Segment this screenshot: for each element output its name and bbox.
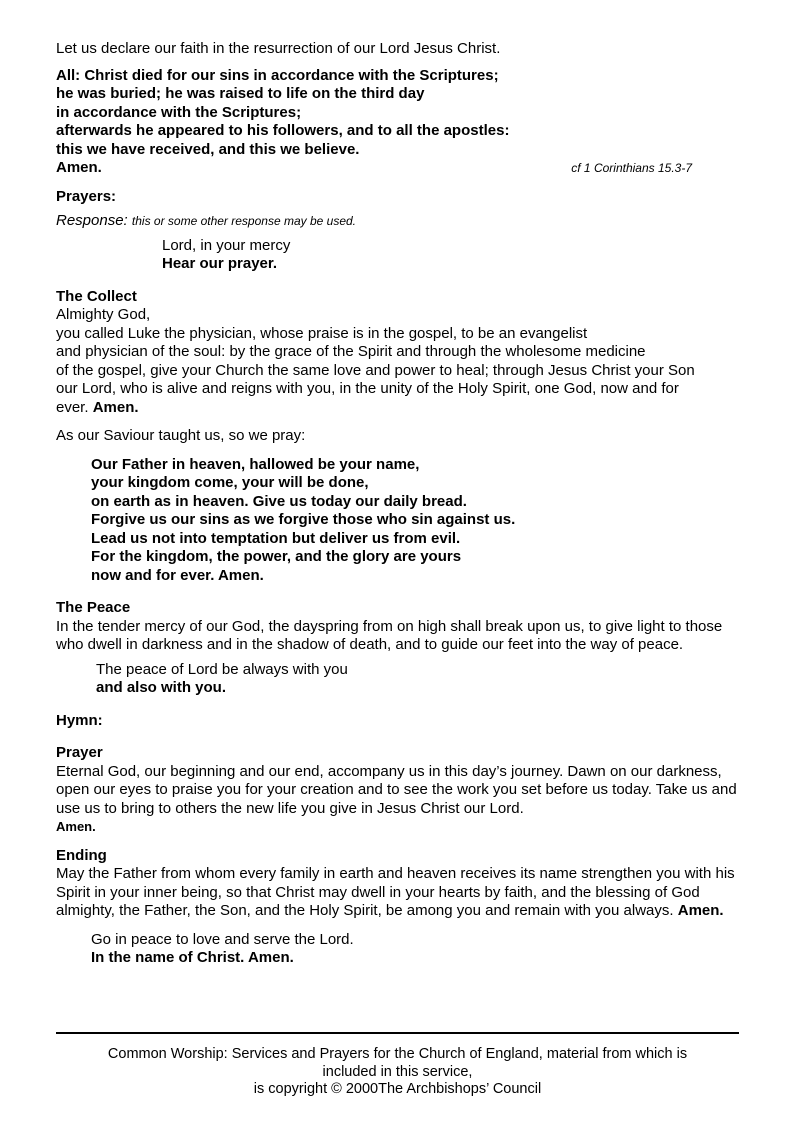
peace-reply: and also with you. [96,679,227,696]
prayers-call: Lord, in your mercy [162,236,291,254]
lords-prayer-line: Our Father in heaven, hallowed be your name, [91,455,420,473]
ending-heading: Ending [56,846,107,864]
prayers-reply: Hear our prayer. [162,255,278,272]
collect-amen: Amen. [92,398,139,416]
lords-prayer-line: Lead us not into temptation but deliver us from evil. [91,529,461,547]
creed-amen: Amen. [56,159,102,176]
ending-text-body: May the Father from whom every family in earth and heaven receives its name strengthen you with his Spirit in your inner being, so that Christ may dwell in your hearts by faith, and the blessing of God almighty, the Father, the Son, and the Holy Spirit, be among you and remain with you always. [56,865,735,919]
creed-line: he was buried; he was raised to life on the third day [56,85,425,102]
collect-line: of the gospel, give your Church the same love and power to heal; through Jesus Christ your Son [56,361,695,379]
dismissal-reply: In the name of Christ. Amen. [91,949,294,966]
prayer-heading: Prayer [56,744,103,761]
ending-text [56,865,740,921]
collect-line: our Lord, who is alive and reigns with you, in the unity of the Holy Spirit, one God, now and for [56,380,679,397]
collect-line [56,399,740,418]
collect-last-line: ever. [56,398,89,416]
creed-intro: Let us declare our faith in the resurrection of our Lord Jesus Christ. [56,40,501,57]
response-label: Response: [56,212,128,229]
dismissal [56,931,740,968]
collect-line: Almighty God, [56,306,151,323]
creed-line: All: Christ died for our sins in accordance with the Scriptures; [56,66,499,84]
lords-prayer-line: on earth as in heaven. Give us today our daily bread. [91,492,467,510]
response-note: this or some other response may be used. [131,214,357,228]
collect-heading: The Collect [56,287,137,305]
lords-prayer [56,456,740,586]
collect-text [56,306,740,417]
ending-amen: Amen. [677,902,724,919]
copyright-footer [56,1046,739,1099]
footer-line: is copyright © 2000The Archbishops’ Council [253,1081,542,1097]
prayer-text: Eternal God, our beginning and our end, accompany us in this day’s journey. Dawn on our darkness, open our eyes to praise you for your creation and to see the work you set before us today. Take us and use us to bring to others the new life you give in Jesus Christ our Lord. [56,762,737,817]
lords-prayer-line: now and for ever. Amen. [91,566,264,584]
creed-line: afterwards he appeared to his followers, and to all the apostles: [56,122,510,139]
footer-line: Common Worship: Services and Prayers for the Church of England, material from which is [107,1046,688,1062]
response-line [56,212,740,231]
hymn-heading: Hymn: [56,711,103,729]
footer-divider [56,1032,739,1034]
prayer-amen: Amen. [56,819,96,834]
collect-line: and physician of the soul: by the grace of the Spirit and through the wholesome medicine [56,343,646,360]
creed-citation: cf 1 Corinthians 15.3-7 [571,161,692,175]
peace-response [56,661,740,698]
lords-prayer-intro: As our Saviour taught us, so we pray: [56,427,306,444]
creed-line: this we have received, and this we believe. [56,140,360,158]
service-sheet [56,40,740,968]
footer-line: included in this service, [322,1063,473,1080]
prayers-response [56,237,740,274]
prayers-heading: Prayers: [56,187,117,205]
peace-call: The peace of Lord be always with you [96,660,348,678]
dismissal-call: Go in peace to love and serve the Lord. [91,930,354,948]
peace-heading: The Peace [56,599,131,616]
lords-prayer-line: your kingdom come, your will be done, [91,474,369,491]
creed-block [56,67,740,178]
lords-prayer-line: For the kingdom, the power, and the glory are yours [91,548,462,565]
creed-amen-row [56,159,740,178]
collect-line: you called Luke the physician, whose praise is in the gospel, to be an evangelist [56,324,588,342]
lords-prayer-line: Forgive us our sins as we forgive those who sin against us. [91,511,516,528]
creed-line: in accordance with the Scriptures; [56,103,302,121]
peace-text: In the tender mercy of our God, the dayspring from on high shall break upon us, to give light to those who dwell in darkness and in the shadow of death, and to guide our feet into the way of peace. [56,617,723,653]
